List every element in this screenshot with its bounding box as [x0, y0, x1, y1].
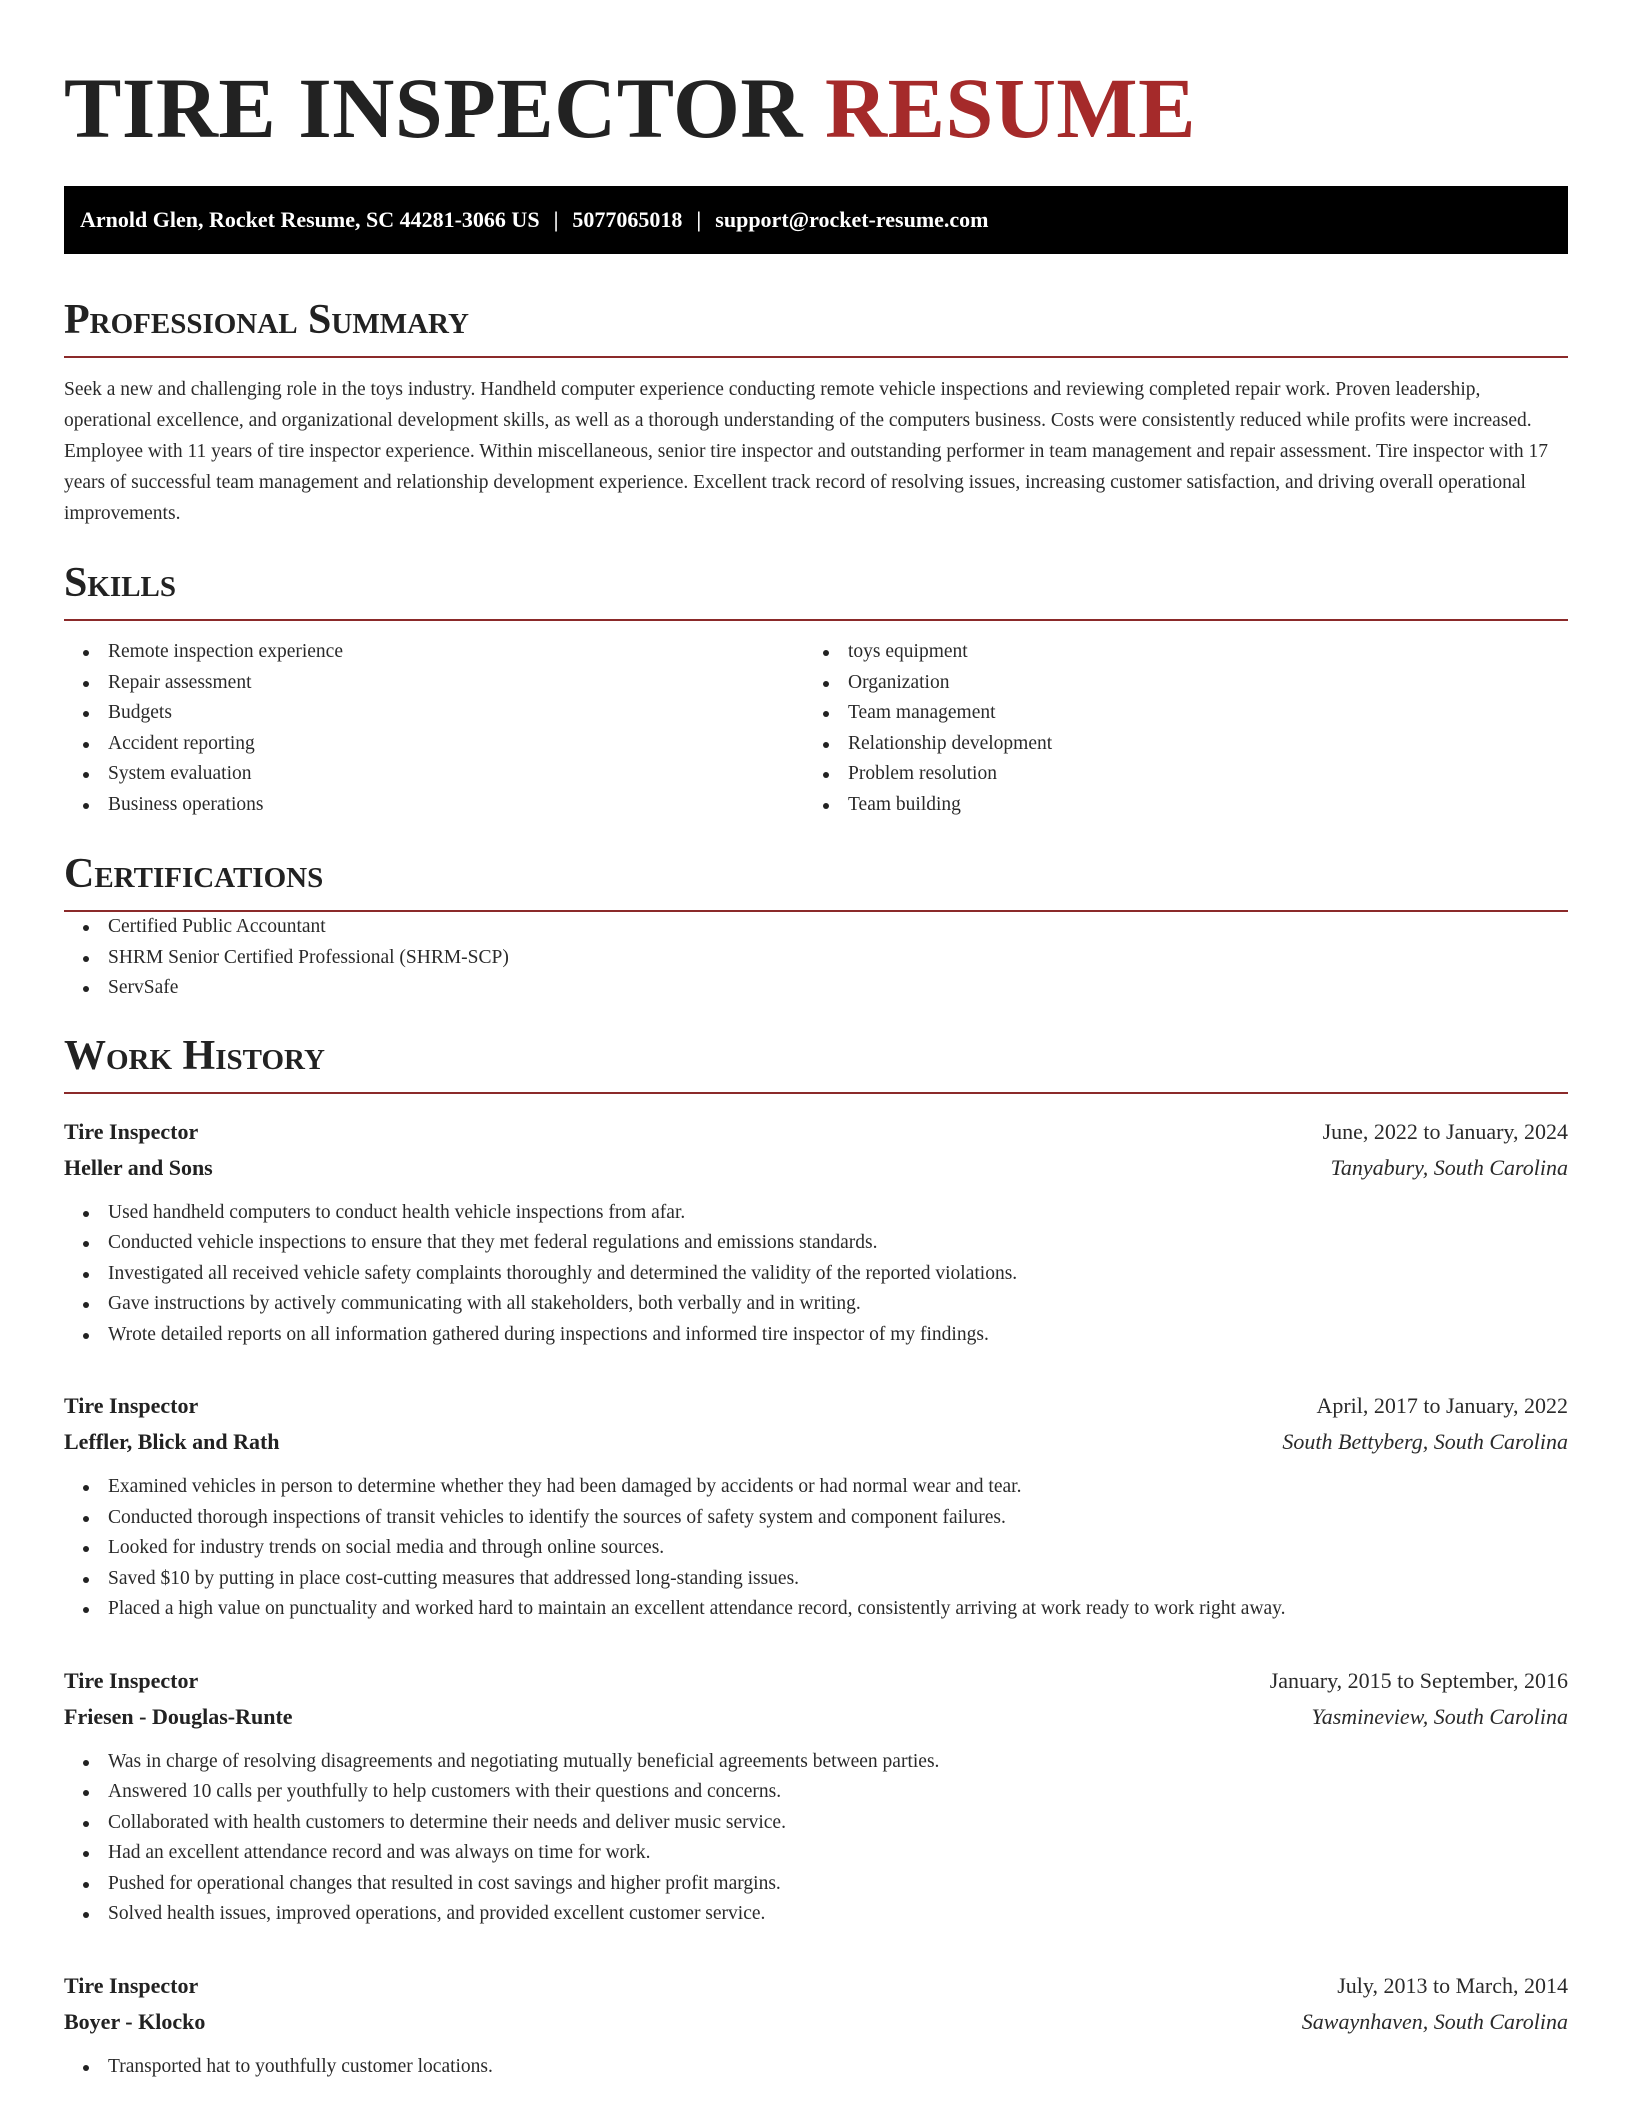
job-entry	[64, 1663, 1568, 1930]
job-title: Tire Inspector	[64, 1118, 199, 1144]
job-company-row	[64, 2004, 1568, 2040]
job-company-row	[64, 1150, 1568, 1186]
job-company: Heller and Sons	[64, 1154, 213, 1180]
skill-item: Repair assessment	[64, 668, 804, 699]
certification-item: SHRM Senior Certified Professional (SHRM-SCP)	[64, 943, 1568, 974]
job-company: Leffler, Blick and Rath	[64, 1429, 280, 1454]
job-duty: Investigated all received vehicle safety complaints thoroughly and determined the validity of the reported violations.	[64, 1259, 1568, 1290]
job-dates: July, 2013 to March, 2014	[1337, 1972, 1568, 1998]
certification-item: ServSafe	[64, 973, 1568, 1004]
skill-item: Relationship development	[804, 729, 1544, 760]
job-entry	[64, 1388, 1568, 1625]
job-title: Tire Inspector	[64, 1972, 199, 1998]
job-duty: Solved health issues, improved operations, and provided excellent customer service.	[64, 1899, 1568, 1930]
job-title: Tire Inspector	[64, 1667, 199, 1693]
job-duty: Transported hat to youthfully customer locations.	[64, 2052, 1568, 2083]
contact-email: support@rocket-resume.com	[715, 207, 989, 232]
job-duty: Saved $10 by putting in place cost-cutting measures that addressed long-standing issues.	[64, 1564, 1568, 1595]
job-duty: Was in charge of resolving disagreements and negotiating mutually beneficial agreements between parties.	[64, 1747, 1568, 1778]
skill-item: System evaluation	[64, 759, 804, 790]
job-duties-list	[64, 1472, 1568, 1625]
title-main: TIRE INSPECTOR	[64, 60, 804, 156]
contact-separator: |	[696, 207, 702, 232]
contact-separator: |	[553, 207, 559, 232]
section-heading-work-history: Work History	[64, 1032, 1568, 1094]
skill-item: Accident reporting	[64, 729, 804, 760]
job-duty: Wrote detailed reports on all information gathered during inspections and informed tire inspector of my findings.	[64, 1320, 1568, 1351]
job-header-row	[64, 1114, 1568, 1150]
job-company-row	[64, 1424, 1568, 1460]
contact-phone: 5077065018	[572, 207, 683, 232]
job-duty: Collaborated with health customers to determine their needs and deliver music service.	[64, 1808, 1568, 1839]
job-duty: Conducted thorough inspections of transit vehicles to identify the sources of safety system and component failures.	[64, 1503, 1568, 1534]
job-dates: January, 2015 to September, 2016	[1269, 1667, 1568, 1693]
job-location: South Bettyberg, South Carolina	[1282, 1429, 1568, 1454]
certification-item: Certified Public Accountant	[64, 912, 1568, 943]
job-duty: Pushed for operational changes that resulted in cost savings and higher profit margins.	[64, 1869, 1568, 1900]
job-dates: April, 2017 to January, 2022	[1316, 1393, 1568, 1418]
job-company-row	[64, 1699, 1568, 1735]
job-header-row	[64, 1663, 1568, 1699]
section-heading-summary: Professional Summary	[64, 296, 1568, 358]
job-duty: Placed a high value on punctuality and worked hard to maintain an excellent attendance record, consistently arriving at work ready to work right away.	[64, 1594, 1568, 1625]
job-title: Tire Inspector	[64, 1393, 199, 1418]
skills-columns	[64, 637, 1568, 820]
job-duties-list	[64, 2052, 1568, 2083]
job-location: Yasmineview, South Carolina	[1311, 1703, 1568, 1729]
title-accent: RESUME	[825, 60, 1196, 156]
certifications-section	[64, 850, 1568, 1004]
job-company: Friesen - Douglas-Runte	[64, 1703, 293, 1729]
resume-page	[64, 0, 1568, 2082]
job-duty: Gave instructions by actively communicating with all stakeholders, both verbally and in writing.	[64, 1289, 1568, 1320]
resume-title	[64, 60, 1568, 156]
job-duty: Answered 10 calls per youthfully to help customers with their questions and concerns.	[64, 1777, 1568, 1808]
job-duties-list	[64, 1198, 1568, 1351]
job-location: Sawaynhaven, South Carolina	[1301, 2008, 1568, 2034]
job-duties-list	[64, 1747, 1568, 1930]
job-entry	[64, 1968, 1568, 2083]
job-dates: June, 2022 to January, 2024	[1322, 1118, 1568, 1144]
job-entry	[64, 1114, 1568, 1351]
job-duty: Looked for industry trends on social media and through online sources.	[64, 1533, 1568, 1564]
job-duty: Had an excellent attendance record and was always on time for work.	[64, 1838, 1568, 1869]
contact-address: Arnold Glen, Rocket Resume, SC 44281-3066 US	[80, 207, 540, 232]
skills-list-right	[804, 637, 1544, 820]
summary-text: Seek a new and challenging role in the toys industry. Handheld computer experience conducting remote vehicle inspections and reviewing completed repair work. Proven leadership, operational excellence, and organizational development skills, as well as a thorough understanding of the computers business. Costs were consistently reduced while profits were increased. Employee with 11 years of tire inspector experience. Within miscellaneous, senior tire inspector and outstanding performer in team management and repair assessment. Tire inspector with 17 years of successful team management and relationship development experience. Excellent track record of resolving issues, increasing customer satisfaction, and driving overall operational improvements.	[64, 379, 1549, 524]
job-header-row	[64, 1388, 1568, 1424]
job-duty: Conducted vehicle inspections to ensure that they met federal regulations and emissions standards.	[64, 1228, 1568, 1259]
skill-item: Remote inspection experience	[64, 637, 804, 668]
summary-section	[64, 296, 1568, 529]
skills-list-left	[64, 637, 804, 820]
skill-item: toys equipment	[804, 637, 1544, 668]
job-company: Boyer - Klocko	[64, 2008, 206, 2034]
skill-item: Budgets	[64, 698, 804, 729]
skill-item: Team management	[804, 698, 1544, 729]
skills-section	[64, 559, 1568, 820]
section-heading-skills: Skills	[64, 559, 1568, 621]
skill-item: Business operations	[64, 790, 804, 821]
skill-item: Organization	[804, 668, 1544, 699]
skill-item: Problem resolution	[804, 759, 1544, 790]
job-location: Tanyabury, South Carolina	[1330, 1154, 1568, 1180]
contact-bar	[64, 186, 1568, 254]
job-header-row	[64, 1968, 1568, 2004]
skill-item: Team building	[804, 790, 1544, 821]
certifications-list	[64, 912, 1568, 1004]
work-history-section	[64, 1032, 1568, 2083]
section-heading-certifications: Certifications	[64, 850, 1568, 912]
job-duty: Examined vehicles in person to determine whether they had been damaged by accidents or had normal wear and tear.	[64, 1472, 1568, 1503]
job-duty: Used handheld computers to conduct health vehicle inspections from afar.	[64, 1198, 1568, 1229]
